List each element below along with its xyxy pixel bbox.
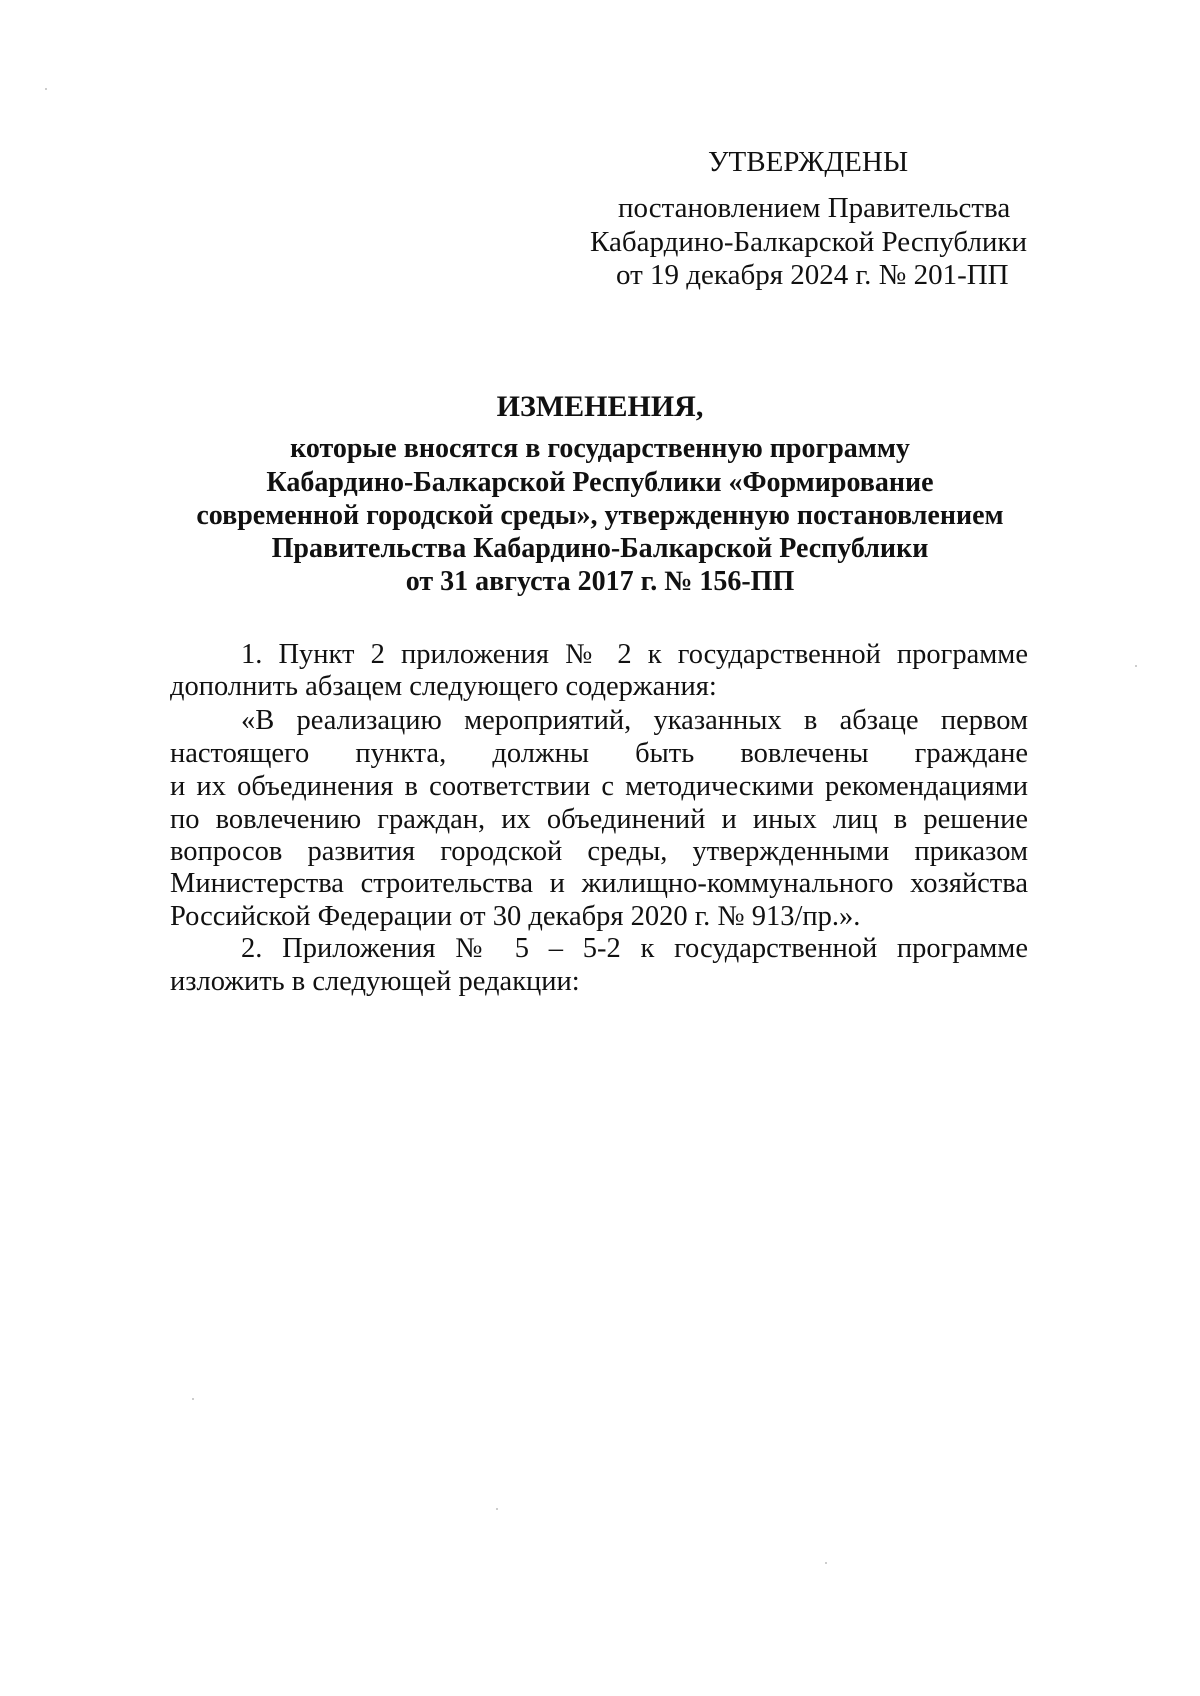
approval-title: УТВЕРЖДЕНЫ <box>708 146 909 178</box>
quote-line-7: Российской Федерации от 30 декабря 2020 г. № 913/пр.». <box>170 901 861 932</box>
scan-speck <box>45 88 47 90</box>
paragraph-2-line-1: 2. Приложения № 5 – 5-2 к государственной программе <box>241 933 1028 964</box>
scan-speck <box>192 1398 194 1400</box>
document-subtitle-line-1: которые вносятся в государственную программу <box>290 433 910 464</box>
quote-line-2: настоящего пункта, должны быть вовлечены граждане <box>170 738 1028 769</box>
scan-speck <box>1135 665 1137 667</box>
quote-line-3: и их объединения в соответствии с методическими рекомендациями <box>170 771 1028 802</box>
scan-speck <box>825 1562 827 1564</box>
paragraph-2-line-2: изложить в следующей редакции: <box>170 966 580 997</box>
quote-line-4: по вовлечению граждан, их объединений и иных лиц в решение <box>170 804 1028 835</box>
document-subtitle-line-2: Кабардино-Балкарской Республики «Формирование <box>266 467 934 498</box>
quote-line-6: Министерства строительства и жилищно-коммунального хозяйства <box>170 868 1028 899</box>
approval-line-3: от 19 декабря 2024 г. № 201-ПП <box>616 259 1009 291</box>
approval-line-1: постановлением Правительства <box>618 192 1011 224</box>
quote-line-5: вопросов развития городской среды, утвержденными приказом <box>170 836 1028 867</box>
paragraph-1-line-2: дополнить абзацем следующего содержания: <box>170 671 717 702</box>
document-subtitle-line-3: современной городской среды», утвержденную постановлением <box>196 500 1004 531</box>
document-subtitle-line-4: Правительства Кабардино-Балкарской Республики <box>271 533 929 564</box>
approval-line-2: Кабардино-Балкарской Республики <box>590 226 1028 258</box>
document-subtitle-line-5: от 31 августа 2017 г. № 156-ПП <box>405 566 795 597</box>
scan-speck <box>496 1508 498 1510</box>
quote-line-1: «В реализацию мероприятий, указанных в абзаце первом <box>241 705 1028 736</box>
document-title: ИЗМЕНЕНИЯ, <box>496 390 704 423</box>
paragraph-1-line-1: 1. Пункт 2 приложения № 2 к государственной программе <box>241 639 1028 670</box>
